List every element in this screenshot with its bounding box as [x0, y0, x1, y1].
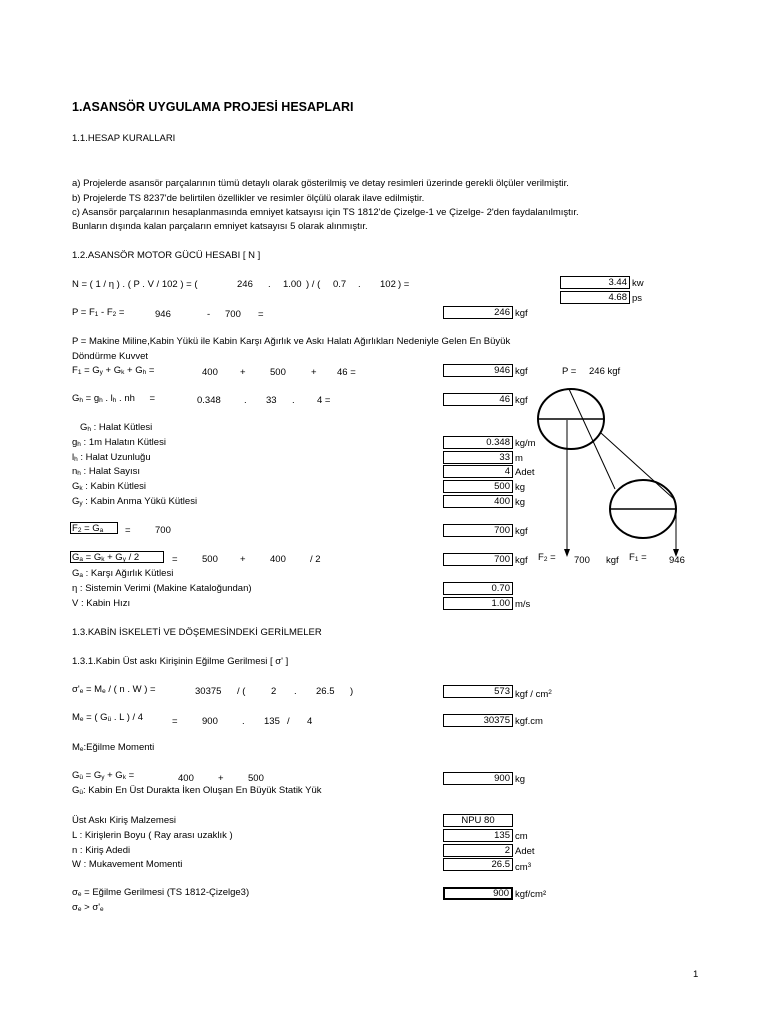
- p-formula: $P = F_1 - F_2$ =: [72, 307, 125, 318]
- def-g-h-unit: kg/m: [515, 438, 536, 449]
- page-number: 1: [693, 969, 699, 980]
- f1-plus-2: +: [311, 367, 317, 378]
- n-kw-unit: kw: [632, 278, 644, 289]
- n-end: ) =: [398, 279, 410, 290]
- n-val-eta: 0.7: [333, 279, 347, 290]
- gu-result: 900: [443, 772, 513, 785]
- diagram-p-value: 246 kgf: [589, 366, 621, 377]
- def-g-k: $G_k$ : Kabin Kütlesi: [72, 481, 147, 492]
- f2-result: 700: [443, 524, 513, 537]
- sigma-val-n: 2: [271, 686, 277, 697]
- sigma-e-definition: $\sigma_e$ = Eğilme Gerilmesi (TS 1812-Çizelge3): [72, 887, 250, 898]
- gh-dot-2: .: [292, 395, 295, 406]
- def-n-h-value: 4: [443, 465, 513, 478]
- v-value: 1.00: [443, 597, 513, 610]
- l-definition: L : Kirişlerin Boyu ( Ray arası uzaklık ): [72, 830, 233, 841]
- material-label: Üst Askı Kiriş Malzemesi: [72, 815, 176, 826]
- gh-val-n: 4 =: [317, 395, 331, 406]
- n-ps-value: 4.68: [560, 291, 630, 304]
- def-g-y-value: 400: [443, 495, 513, 508]
- w-definition: W : Mukavement Momenti: [72, 859, 183, 870]
- sigma-paren: / (: [237, 686, 246, 697]
- ga-val-gy: 400: [270, 554, 286, 565]
- def-l-h: $l_h$ : Halat Uzunluğu: [72, 452, 151, 463]
- gh-dot-1: .: [244, 395, 247, 406]
- w-value: 26.5: [443, 858, 513, 871]
- n-formula: N = ( 1 / η ) . ( P . V / 102 ) = (: [72, 279, 198, 290]
- n-value: 2: [443, 844, 513, 857]
- p-result: 246: [443, 306, 513, 319]
- n-dot-1: .: [268, 279, 271, 290]
- f2-formula: $F_2 = G_a$: [72, 523, 104, 534]
- diagram-f2-unit: kgf: [606, 555, 619, 566]
- def-g-y-unit: kg: [515, 497, 526, 508]
- f1-formula: $F_1 = G_y + G_k + G_h$ =: [72, 365, 155, 376]
- n-dot-2: .: [358, 279, 361, 290]
- v-unit: m/s: [515, 599, 531, 610]
- me-result: 30375: [443, 714, 513, 727]
- eta-definition: η : Sistemin Verimi (Makine Kataloğundan): [72, 583, 252, 594]
- gu-unit: kg: [515, 774, 526, 785]
- section-1-2: 1.2.ASANSÖR MOTOR GÜCÜ HESABI [ N ]: [72, 250, 261, 261]
- p-description: P = Makine Miline,Kabin Yükü ile Kabin Karşı Ağırlık ve Askı Halatı Ağırlıkları Nedeniyle Gelen En Büyük: [72, 336, 511, 347]
- def-gh: $G_h$ : Halat Kütlesi: [80, 422, 153, 433]
- ga-result: 700: [443, 553, 513, 566]
- diagram-f1-value: 946: [669, 555, 685, 566]
- me-formula: $M_e$ = ( $G_ü$ . L ) / 4: [72, 712, 144, 723]
- f2-eq: =: [125, 525, 131, 536]
- def-n-h: $n_h$ : Halat Sayısı: [72, 466, 141, 477]
- ga-div: / 2: [310, 554, 321, 565]
- arrow-f2: [564, 549, 570, 557]
- def-g-k-value: 500: [443, 480, 513, 493]
- p-unit: kgf: [515, 308, 528, 319]
- n-paren: ) / (: [306, 279, 321, 290]
- f1-plus-1: +: [240, 367, 246, 378]
- gh-formula: $G_h = g_h$ . $l_h$ . nh =: [72, 393, 156, 404]
- rule-a: a) Projelerde asansör parçalarının tümü detaylı olarak gösterilmiş ve detay resimleri üzerinde gerekli ölçüler verilmiştir.: [72, 178, 569, 189]
- f1-result: 946: [443, 364, 513, 377]
- p-val-f2: 700: [225, 309, 241, 320]
- gu-definition: $G_ü$: Kabin En Üst Durakta İken Oluşan En Büyük Statik Yük: [72, 785, 322, 796]
- me-div: /: [287, 716, 290, 727]
- sigma-formula: $\sigma'_e = M_e$ / ( n . W ) =: [72, 684, 156, 695]
- gh-result: 46: [443, 393, 513, 406]
- p-val-f1: 946: [155, 309, 171, 320]
- p-eq: =: [258, 309, 264, 320]
- me-val-l: 135: [264, 716, 280, 727]
- f2-val: 700: [155, 525, 171, 536]
- v-definition: V : Kabin Hızı: [72, 598, 131, 609]
- ga-unit: kgf: [515, 555, 528, 566]
- n-definition: n : Kiriş Adedi: [72, 845, 131, 856]
- def-l-h-value: 33: [443, 451, 513, 464]
- def-g-h-value: 0.348: [443, 436, 513, 449]
- diagram-f2-value: 700: [574, 555, 590, 566]
- gh-unit: kgf: [515, 395, 528, 406]
- rope-link-lower: [601, 433, 675, 500]
- def-g-h: $g_h$ : 1m Halatın Kütlesi: [72, 437, 166, 448]
- p-description-2: Döndürme Kuvvet: [72, 351, 149, 362]
- material-value: NPU 80: [443, 814, 513, 827]
- gu-val-gk: 500: [248, 773, 264, 784]
- l-unit: cm: [515, 831, 528, 842]
- me-unit: kgf.cm: [515, 716, 543, 727]
- sigma-close: ): [350, 686, 354, 697]
- me-val-4: 4: [307, 716, 313, 727]
- n-ps-unit: ps: [632, 293, 643, 304]
- sigma-result: 573: [443, 685, 513, 698]
- rule-c: c) Asansör parçalarının hesaplanmasında emniyet katsayısı için TS 1812'de Çizelge-1 ve Çizelge- 2'den faydalanılmıştır.: [72, 207, 579, 218]
- sigma-dot: .: [294, 686, 297, 697]
- n-val-p: 246: [237, 279, 253, 290]
- section-1-3-1: 1.3.1.Kabin Üst askı Kirişinin Eğilme Gerilmesi [ σ' ]: [72, 656, 289, 667]
- diagram-f1-label: $F_1$ =: [629, 552, 647, 563]
- ga-definition: $G_a$ : Karşı Ağırlık Kütlesi: [72, 568, 174, 579]
- gu-plus: +: [218, 773, 224, 784]
- rule-d: Bunların dışında kalan parçaların emniyet katsayısı 5 olarak alınmıştır.: [72, 221, 368, 232]
- sigma-e-value: 900: [443, 887, 513, 900]
- me-definition: $M_e:Eğilme$ Momenti: [72, 742, 155, 753]
- me-eq: =: [172, 716, 178, 727]
- me-dot: .: [242, 716, 245, 727]
- ga-eq: =: [172, 554, 178, 565]
- def-l-h-unit: m: [515, 453, 523, 464]
- w-unit: $cm^3$: [515, 862, 532, 873]
- l-value: 135: [443, 829, 513, 842]
- me-val-gu: 900: [202, 716, 218, 727]
- rule-b: b) Projelerde TS 8237'de belirtilen özellikler ve resimler ölçülü olarak ilave edilmiştir.: [72, 193, 425, 204]
- def-n-h-unit: Adet: [515, 467, 535, 478]
- gh-val-l: 33: [266, 395, 277, 406]
- page-title: 1.ASANSÖR UYGULAMA PROJESİ HESAPLARI: [72, 100, 354, 114]
- ga-val-gk: 500: [202, 554, 218, 565]
- n-kw-value: 3.44: [560, 276, 630, 289]
- sigma-comparison: $\sigma_e > \sigma'_e$: [72, 902, 104, 913]
- def-g-y: $G_y$ : Kabin Anma Yükü Kütlesi: [72, 496, 198, 507]
- section-1-1: 1.1.HESAP KURALLARI: [72, 133, 176, 144]
- gu-val-gy: 400: [178, 773, 194, 784]
- n-unit: Adet: [515, 846, 535, 857]
- f1-unit: kgf: [515, 366, 528, 377]
- f1-val-gy: 400: [202, 367, 218, 378]
- diagram-p-label: P =: [562, 366, 577, 377]
- eta-value: 0.70: [443, 582, 513, 595]
- section-1-3: 1.3.KABİN İSKELETİ VE DÖŞEMESİNDEKİ GERİLMELER: [72, 627, 322, 638]
- sigma-val-w: 26.5: [316, 686, 335, 697]
- ga-plus: +: [240, 554, 246, 565]
- sigma-unit: kgf / $cm^2$: [515, 689, 552, 700]
- ga-formula: $G_a = G_k + G_y / 2$: [72, 552, 140, 563]
- sigma-val-me: 30375: [195, 686, 222, 697]
- gu-formula: $G_ü = G_y + G_k$ =: [72, 770, 135, 781]
- p-minus: -: [207, 309, 211, 320]
- f1-val-gh: 46 =: [337, 367, 356, 378]
- n-val-102: 102: [380, 279, 396, 290]
- n-val-v: 1.00: [283, 279, 302, 290]
- gh-val-g: 0.348: [197, 395, 221, 406]
- sigma-e-unit: kgf/cm²: [515, 889, 547, 900]
- f1-val-gk: 500: [270, 367, 286, 378]
- f2-unit: kgf: [515, 526, 528, 537]
- diagram-f2-label: $F_2$ =: [538, 552, 556, 563]
- def-g-k-unit: kg: [515, 482, 526, 493]
